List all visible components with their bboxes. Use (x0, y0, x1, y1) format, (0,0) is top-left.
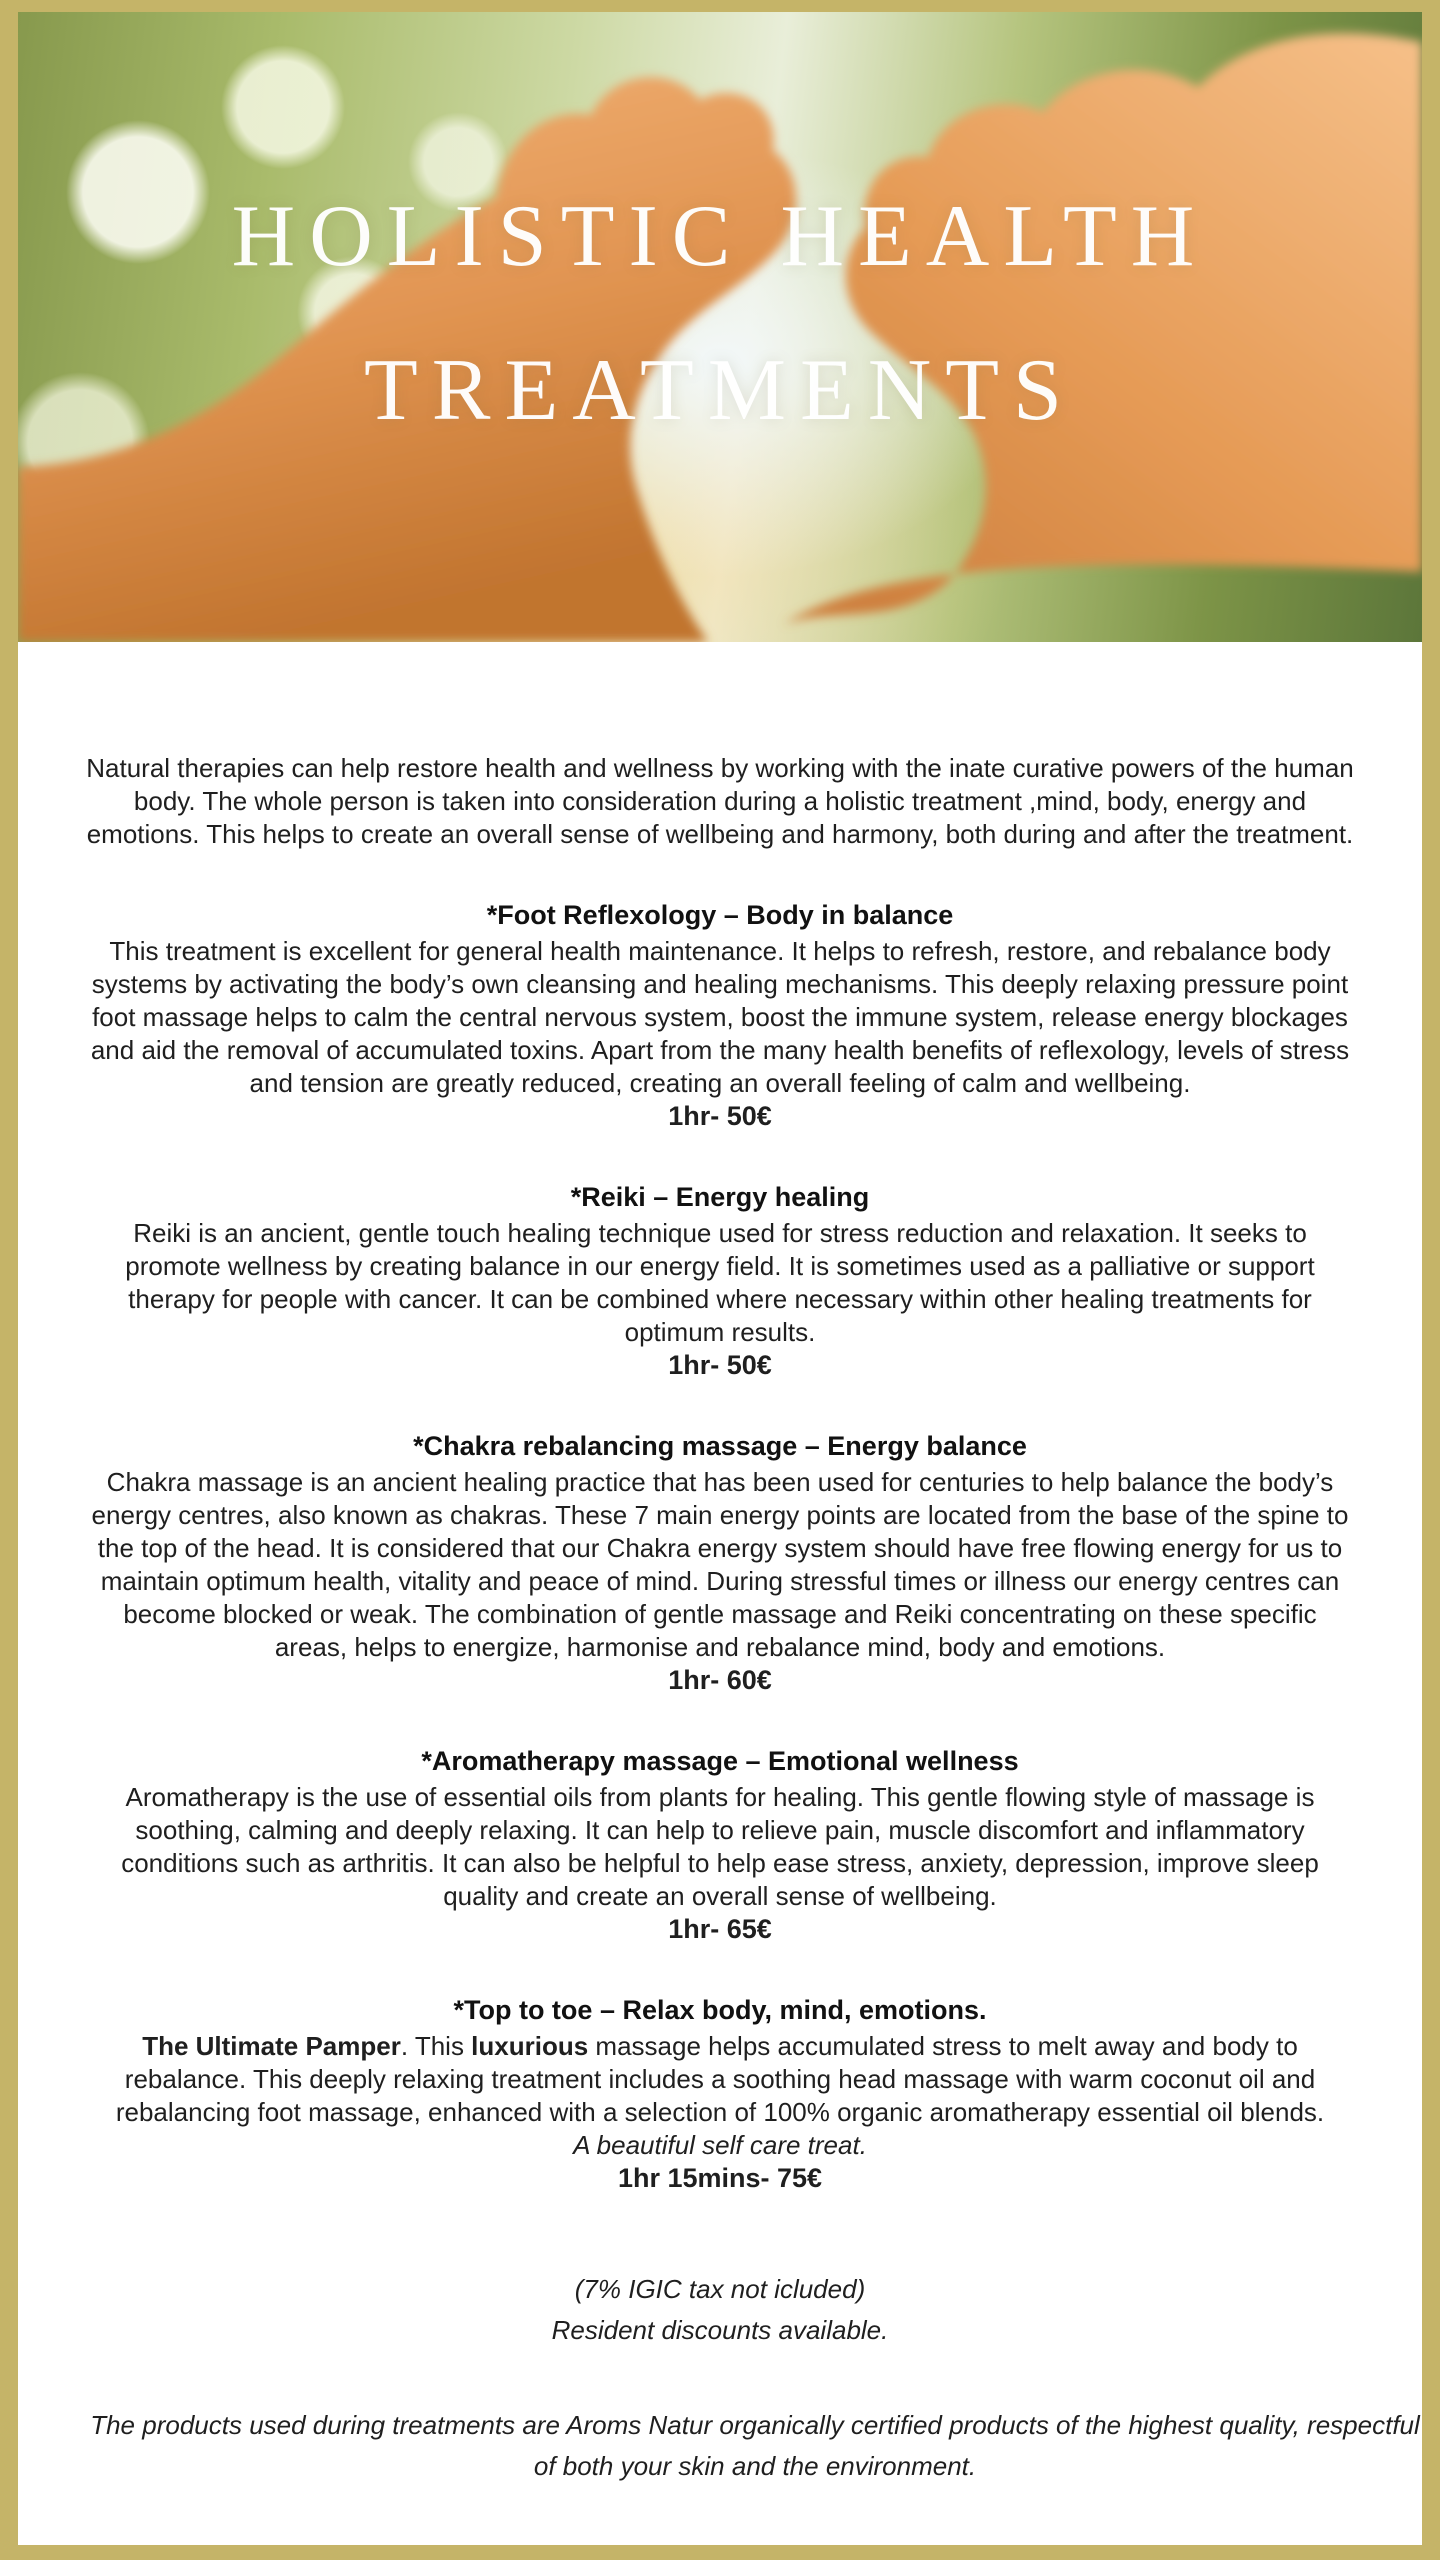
section-body: Chakra massage is an ancient healing practice that has been used for centuries to help balance the body’s energy centres, also known as chakras. These 7 main energy points are located from the base of the spine to the top of the head. It is considered that our Chakra energy system should have free flowing energy for us to maintain optimum health, vitality and peace of mind. During stressful times or illness our energy centres can become blocked or weak. The combination of gentle massage and Reiki concentrating on these specific areas, helps to energize, harmonise and rebalance mind, body and emotions. (91, 1467, 1349, 1662)
section-body: Reiki is an ancient, gentle touch healing technique used for stress reduction and relaxation. It seeks to promote wellness by creating balance in our energy field. It is sometimes used as a palliative or support therapy for people with cancer. It can be combined where necessary within other healing treatments for optimum results. (125, 1218, 1315, 1347)
intro-paragraph: Natural therapies can help restore health and wellness by working with the inate curative powers of the human body. The whole person is taken into consideration during a holistic treatment ,mind, body, energy and emotions. This helps to create an overall sense of wellbeing and harmony, both during and after the treatment. (86, 753, 1354, 849)
products-note: The products used during treatments are Aroms Natur organically certified products of the highest quality, respectful of both your skin and the environment. (90, 2410, 1420, 2481)
section-body: Aromatherapy is the use of essential oils from plants for healing. This gentle flowing style of massage is soothing, calming and deeply relaxing. It can help to relieve pain, muscle discomfort and inflammatory conditions such as arthritis. It can also be helpful to help ease stress, anxiety, depression, improve sleep quality and create an overall sense of wellbeing. (121, 1782, 1319, 1911)
tax-note: (7% IGIC tax not icluded) (574, 2274, 866, 2304)
hero-photo (18, 12, 1422, 642)
lead-bold-text: The Ultimate Pamper (142, 2031, 401, 2061)
section-price: 1hr- 50€ (668, 1350, 772, 1380)
content-area (85, 752, 1420, 2487)
section-price: 1hr- 50€ (668, 1101, 772, 1131)
section-heading: *Foot Reflexology – Body in balance (486, 900, 954, 930)
title-line-1: HOLISTIC HEALTH (231, 188, 1209, 285)
resident-discount-note: Resident discounts available. (551, 2315, 889, 2345)
section-foot-reflexology (85, 899, 1355, 1133)
self-care-line: A beautiful self care treat. (573, 2130, 867, 2160)
section-heading: *Chakra rebalancing massage – Energy balance (413, 1431, 1027, 1461)
section-heading: *Reiki – Energy healing (570, 1182, 870, 1212)
body-text: massage helps accumulated stress to melt away and body to rebalance. This deeply relaxing treatment includes a soothing head massage with warm coconut oil and rebalancing foot massage, enhanced with a selection of 100% organic aromatherapy essential oil blends. (115, 2031, 1325, 2127)
inline-bold-text: luxurious (471, 2031, 589, 2061)
section-chakra (85, 1430, 1355, 1697)
section-top-to-toe (85, 1994, 1355, 2195)
flyer-panel (18, 12, 1422, 2545)
section-heading: *Aromatherapy massage – Emotional wellness (421, 1746, 1019, 1776)
body-text: . This (400, 2031, 472, 2061)
notes-block (85, 2269, 1355, 2351)
section-aromatherapy (85, 1745, 1355, 1946)
section-price: 1hr- 60€ (668, 1665, 772, 1695)
section-body (85, 2030, 1355, 2129)
section-price: 1hr 15mins- 75€ (617, 2163, 823, 2193)
section-body: This treatment is excellent for general health maintenance. It helps to refresh, restore, and rebalance body systems by activating the body’s own cleansing and healing mechanisms. This deeply relaxing pressure point foot massage helps to calm the central nervous system, boost the immune system, release energy blockages and aid the removal of accumulated toxins. Apart from the many health benefits of reflexology, levels of stress and tension are greatly reduced, creating an overall feeling of calm and wellbeing. (90, 936, 1350, 1098)
section-price: 1hr- 65€ (668, 1914, 772, 1944)
section-reiki (85, 1181, 1355, 1382)
title-line-2: TREATMENTS (364, 342, 1076, 439)
section-heading: *Top to toe – Relax body, mind, emotions. (453, 1995, 987, 2025)
page-title (18, 160, 1422, 468)
